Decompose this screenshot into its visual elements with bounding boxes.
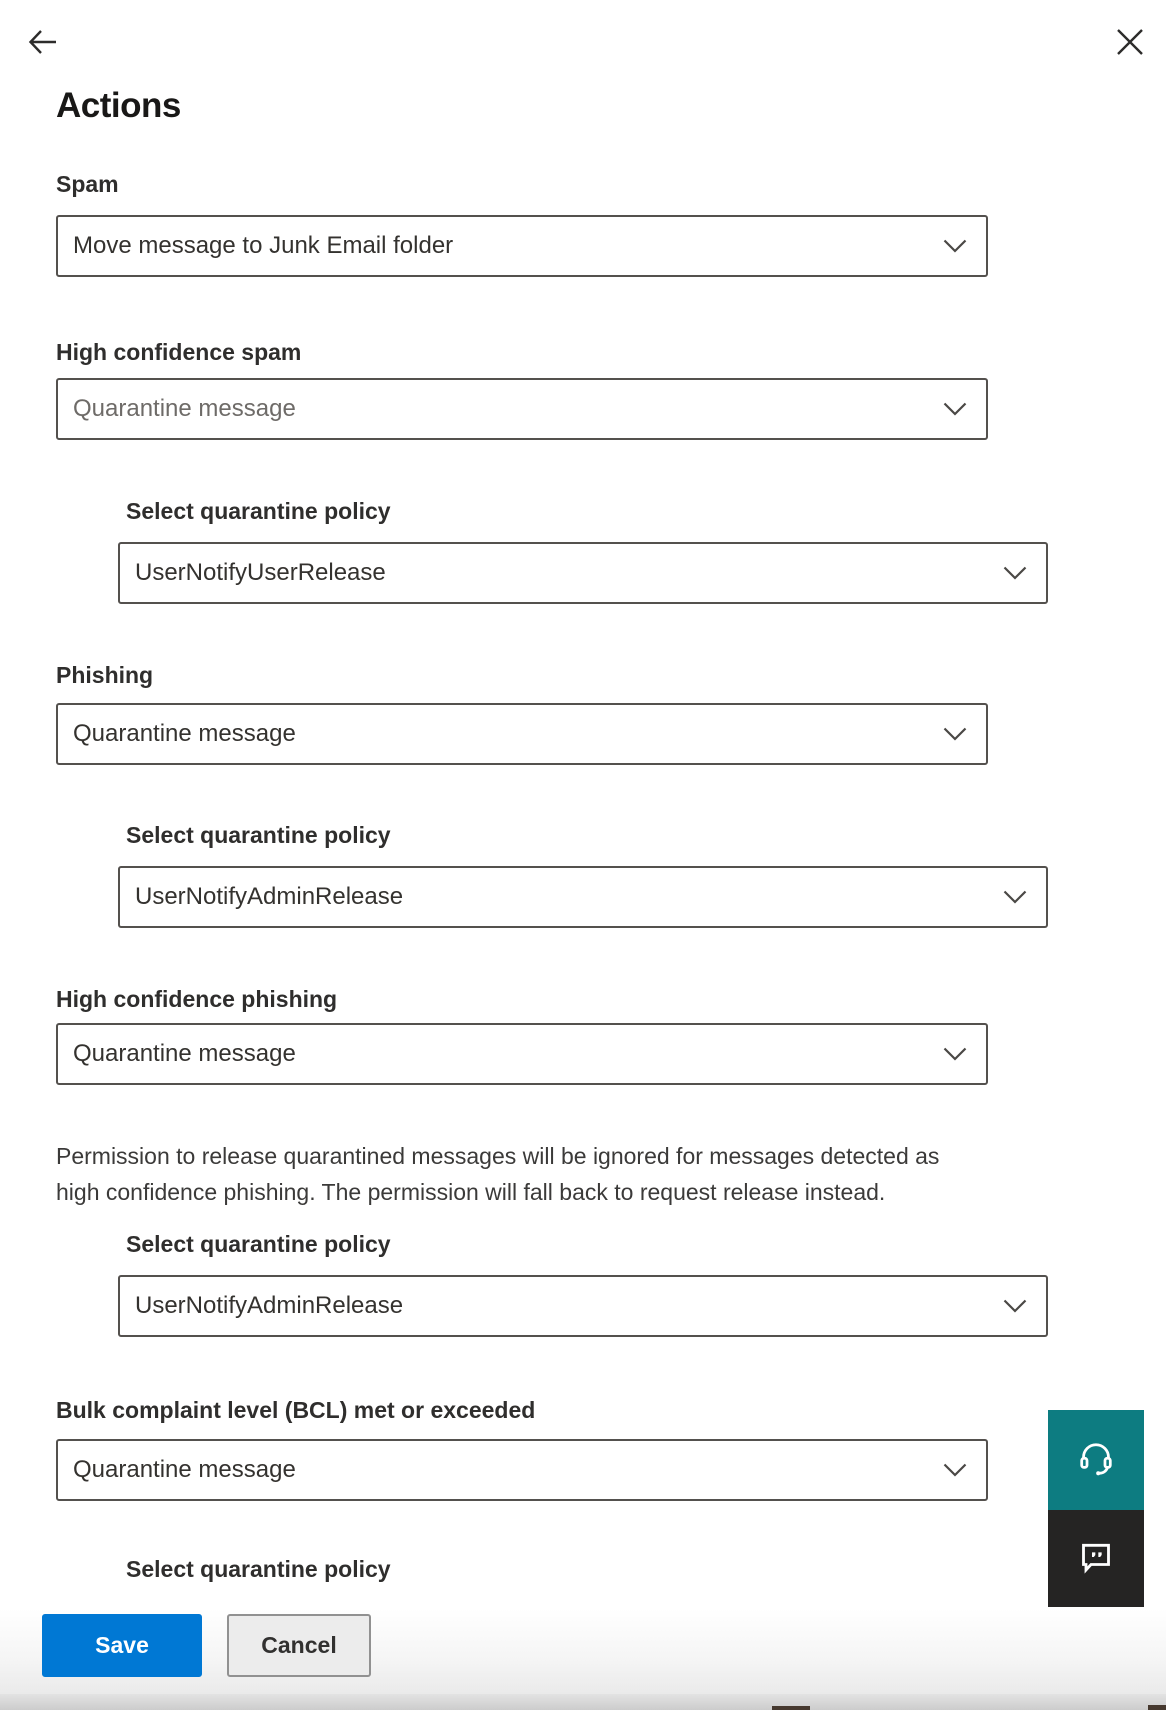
dropdown-value: Move message to Junk Email folder [73,232,454,259]
back-button[interactable] [24,23,62,61]
dropdown-value: Quarantine message [73,1040,296,1067]
feedback-button[interactable] [1048,1510,1144,1607]
spam-action-dropdown[interactable] [56,215,988,277]
chevron-down-icon [943,1463,967,1477]
high-confidence-spam-label: High confidence spam [56,339,302,365]
phishing-action-dropdown[interactable] [56,703,988,765]
headset-icon [1074,1437,1118,1484]
chevron-down-icon [943,727,967,741]
bcl-action-dropdown[interactable] [56,1439,988,1501]
select-quarantine-policy-label: Select quarantine policy [126,822,391,848]
back-arrow-icon [24,49,62,64]
bcl-label: Bulk complaint level (BCL) met or exceeded [56,1397,536,1423]
save-button[interactable]: Save [42,1614,202,1677]
chevron-down-icon [943,402,967,416]
permission-note-line1: Permission to release quarantined messages will be ignored for messages detected as [56,1143,940,1169]
dropdown-value: UserNotifyUserRelease [135,559,386,586]
dropdown-value: Quarantine message [73,395,296,422]
chevron-down-icon [943,1047,967,1061]
high-confidence-phishing-label: High confidence phishing [56,986,338,1012]
high-confidence-spam-action-dropdown[interactable] [56,378,988,440]
close-button[interactable] [1115,27,1145,57]
dropdown-value: Quarantine message [73,1456,296,1483]
chevron-down-icon [1003,890,1027,904]
close-icon [1115,45,1145,60]
bottom-edge-artifact [772,1706,810,1710]
chevron-down-icon [1003,566,1027,580]
bottom-scroll-band [0,1694,1166,1710]
hcs-quarantine-policy-dropdown[interactable] [118,542,1048,604]
cancel-button[interactable]: Cancel [227,1614,371,1677]
permission-note-line2: high confidence phishing. The permission will fall back to request release instead. [56,1179,886,1205]
help-button[interactable] [1048,1410,1144,1510]
dropdown-value: UserNotifyAdminRelease [135,1292,404,1319]
bottom-edge-artifact [1148,1705,1166,1710]
chevron-down-icon [1003,1299,1027,1313]
high-confidence-phishing-action-dropdown[interactable] [56,1023,988,1085]
dropdown-value: Quarantine message [73,720,296,747]
chevron-down-icon [943,239,967,253]
spam-label: Spam [56,171,119,197]
chat-bubble-icon [1076,1537,1116,1580]
select-quarantine-policy-label: Select quarantine policy [126,1231,391,1257]
bcl-select-quarantine-policy-label: Select quarantine policy [126,1556,391,1582]
select-quarantine-policy-label: Select quarantine policy [126,498,391,524]
hcp-quarantine-policy-dropdown[interactable] [118,1275,1048,1337]
permission-note [56,1138,1056,1210]
page-title: Actions [56,86,181,125]
dropdown-value: UserNotifyAdminRelease [135,883,404,910]
phishing-quarantine-policy-dropdown[interactable] [118,866,1048,928]
phishing-label: Phishing [56,662,154,688]
